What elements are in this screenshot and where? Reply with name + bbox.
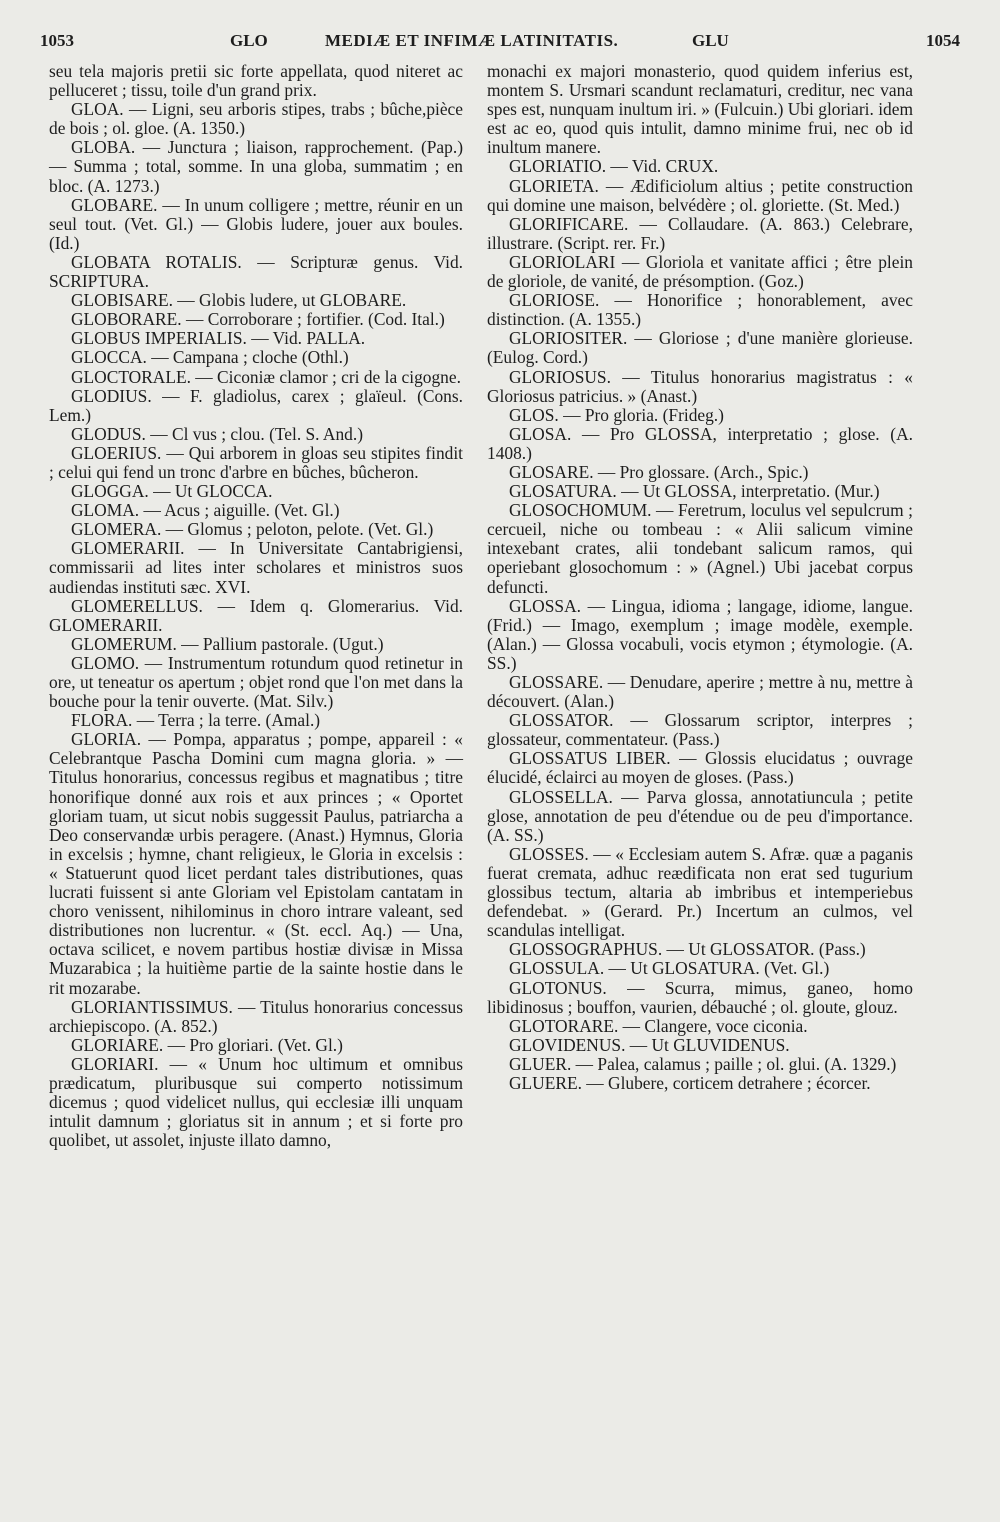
dictionary-entry: GLOCTORALE. — Ciconiæ clamor ; cri de la cigogne. xyxy=(71,366,461,387)
dictionary-entry: GLORIARE. — Pro gloriari. (Vet. Gl.) xyxy=(71,1034,343,1055)
dictionary-entry: GLORIETA. — Ædificiolum altius ; petite construction qui domine une maison, belvédère ; ol. gloriette. (St. Med.) xyxy=(487,175,913,215)
dictionary-entry: GLOSOCHOMUM. — Feretrum, loculus vel sepulcrum ; cercueil, niche ou tombeau : « Alii salicum vimine intexebant crates, alii tondebant salicum ramos, qui operiebant glosochomum : » (Agnel.) Ubi jacebat corpus defuncti. xyxy=(487,500,913,597)
dictionary-entry: GLOSSA. — Lingua, idioma ; langage, idiome, langue. (Frid.) — Imago, exemplum ; image modèle, exemple. (Alan.) — Glossa vocabuli, vocis etymon ; étymologie. (A. SS.) xyxy=(487,595,913,673)
right-column xyxy=(487,62,913,1093)
dictionary-entry: GLOSSELLA. — Parva glossa, annotatiuncula ; petite glose, annotation de peu d'étendue ou de peu d'importance. (A. SS.) xyxy=(487,786,913,845)
running-title: MEDIÆ ET INFIMÆ LATINITATIS. xyxy=(325,31,619,50)
dictionary-entry: GLOSSULA. — Ut GLOSATURA. (Vet. Gl.) xyxy=(509,958,830,979)
dictionary-entry: monachi ex majori monasterio, quod quidem inferius est, montem S. Ursmari scandunt reclamaturi, creditur, nec vana spes est, nunquam inultum iri. » (Fulcuin.) Ubi gloriari. idem est ac eo, quod quis intulit, damno minime frui, nec ob id inultum manere. xyxy=(487,61,913,158)
dictionary-entry: GLORIFICARE. — Collaudare. (A. 863.) Celebrare, illustrare. (Script. rer. Fr.) xyxy=(487,213,913,253)
dictionary-entry: GLOTONUS. — Scurra, mimus, ganeo, homo libidinosus ; bouffon, vaurien, débauché ; ol. gloute, glouz. xyxy=(487,977,913,1017)
dictionary-entry: GLOSSARE. — Denudare, aperire ; mettre à nu, mettre à découvert. (Alan.) xyxy=(487,672,913,712)
dictionary-entry: GLOMERA. — Glomus ; peloton, pelote. (Vet. Gl.) xyxy=(71,519,434,540)
dictionary-entry: GLOBATA ROTALIS. — Scripturæ genus. Vid. SCRIPTURA. xyxy=(49,251,463,292)
dictionary-entry: GLORIOSUS. — Titulus honorarius magistratus : « Gloriosus patricius. » (Anast.) xyxy=(487,366,913,406)
dictionary-entry: GLOBUS IMPERIALIS. — Vid. PALLA. xyxy=(71,328,366,349)
dictionary-entry: GLOSSATUS LIBER. — Glossis elucidatus ; ouvrage élucidé, éclairci au moyen de gloses. (Pass.) xyxy=(487,748,913,788)
dictionary-entry: GLORIA. — Pompa, apparatus ; pompe, appareil : « Celebrantque Pascha Domini cum magna gloria. » — Titulus honorarius, concessus regibus et magnatibus ; titre honorifique donné aux rois et aux princes ; « Oportet gloriam tuam, ut sicut nobis suggessit Paulus, patriarcha a Deo conservandæ urbis peragere. (Anast.) Hymnus, Gloria in excelsis ; hymne, chant religieux, le Gloria in excelsis : « Statuerunt quod licet perdant tales distributiones, quas lucrati fuissent si ante Gloriam vel Epistolam cantatam in choro venissent, nihilominus in choro intrare valeant, sed distributiones non lucrentur. « (St. eccl. Aq.) — Una, octava scilicet, e novem partibus hostiæ divisæ in Missa Muzarabica ; la huitième partie de la sainte hostie dans le rit mozarabe. xyxy=(49,729,463,998)
dictionary-entry: GLOSSES. — « Ecclesiam autem S. Afræ. quæ a paganis fuerat cremata, adhuc reædificata non erat sed tugurium glossibus tectum, altaria ab imbribus et intemperiebus defendebat. » (Gerard. Pr.) Incertum an culmos, vel scandulas intelligat. xyxy=(487,843,913,941)
dictionary-entry: GLORIATIO. — Vid. CRUX. xyxy=(509,156,719,177)
dictionary-entry: GLOBISARE. — Globis ludere, ut GLOBARE. xyxy=(71,290,407,311)
dictionary-entry: GLORIARI. — « Unum hoc ultimum et omnibus prædicatum, pluribusque sui comperto notissimum dicemus ; quod videlicet nullus, qui ecclesiæ illi unquam intulit damnum ; gloriatus sit in annum ; et si forte pro quolibet, ut assolet, injuste illato damno, xyxy=(49,1053,463,1151)
left-column xyxy=(49,62,463,1150)
dictionary-entry: GLOA. — Ligni, seu arboris stipes, trabs ; bûche,pièce de bois ; ol. gloe. (A. 1350.) xyxy=(49,99,463,139)
dictionary-entry: GLODUS. — Cl vus ; clou. (Tel. S. And.) xyxy=(71,423,364,444)
dictionary-entry: GLOMERELLUS. — Idem q. Glomerarius. Vid. GLOMERARII. xyxy=(49,595,463,635)
dictionary-entry: GLOMERARII. — In Universitate Cantabrigiensi, commissarii ad lites inter scholares et ministros suos audiendas instituti sæc. XVI. xyxy=(49,538,463,597)
right-page-number: 1054 xyxy=(926,31,960,50)
dictionary-entry: GLOS. — Pro gloria. (Frideg.) xyxy=(509,404,724,425)
dictionary-entry: GLORIOSE. — Honorifice ; honorablement, avec distinction. (A. 1355.) xyxy=(487,290,913,330)
dictionary-entry: GLOBARE. — In unum colligere ; mettre, réunir en un seul tout. (Vet. Gl.) — Globis ludere, jouer aux boules. (Id.) xyxy=(49,194,463,253)
dictionary-entry: GLOTORARE. — Clangere, voce ciconia. xyxy=(509,1015,808,1036)
dictionary-entry: GLUER. — Palea, calamus ; paille ; ol. glui. (A. 1329.) xyxy=(509,1053,897,1074)
dictionary-entry: seu tela majoris pretii sic forte appellata, quod niteret ac pelluceret ; tissu, toile d'un grand prix. xyxy=(49,61,463,101)
dictionary-entry: GLOSSOGRAPHUS. — Ut GLOSSATOR. (Pass.) xyxy=(509,939,866,960)
dictionary-entry: GLOBORARE. — Corroborare ; fortifier. (Cod. Ital.) xyxy=(71,309,445,330)
dictionary-entry: GLOSA. — Pro GLOSSA, interpretatio ; glose. (A. 1408.) xyxy=(487,423,913,463)
dictionary-entry: GLOMERUM. — Pallium pastorale. (Ugut.) xyxy=(71,633,384,654)
right-guide-word: GLU xyxy=(692,31,729,50)
dictionary-entry: GLOSARE. — Pro glossare. (Arch., Spic.) xyxy=(509,461,809,482)
dictionary-entry: GLOBA. — Junctura ; liaison, rapprochement. (Pap.) — Summa ; total, somme. In una globa, summatim ; en bloc. (A. 1273.) xyxy=(49,137,463,196)
dictionary-entry: GLORIOLARI — Gloriola et vanitate affici ; être plein de gloriole, de vanité, de présomption. (Goz.) xyxy=(487,251,913,292)
dictionary-entry: GLOMA. — Acus ; aiguille. (Vet. Gl.) xyxy=(71,500,340,521)
dictionary-entry: GLOERIUS. — Qui arborem in gloas seu stipites findit ; celui qui fend un tronc d'arbre en bûches, bûcheron. xyxy=(49,442,463,482)
dictionary-entry: GLOGGA. — Ut GLOCCA. xyxy=(71,481,273,502)
dictionary-entry: GLUERE. — Glubere, corticem detrahere ; écorcer. xyxy=(509,1072,871,1093)
dictionary-entry: FLORA. — Terra ; la terre. (Amal.) xyxy=(71,710,321,731)
left-page-number: 1053 xyxy=(40,31,74,50)
dictionary-entry: GLORIOSITER. — Gloriose ; d'une manière glorieuse. (Eulog. Cord.) xyxy=(487,328,913,368)
dictionary-entry: GLODIUS. — F. gladiolus, carex ; glaïeul. (Cons. Lem.) xyxy=(49,385,463,425)
dictionary-entry: GLOSSATOR. — Glossarum scriptor, interpres ; glossateur, commentateur. (Pass.) xyxy=(487,710,913,750)
dictionary-entry: GLOMO. — Instrumentum rotundum quod retinetur in ore, ut teneatur os apertum ; objet rond que l'on met dans la bouche pour la tenir ouverte. (Mat. Silv.) xyxy=(49,652,463,712)
dictionary-entry: GLORIANTISSIMUS. — Titulus honorarius concessus archiepiscopo. (A. 852.) xyxy=(49,996,463,1036)
dictionary-entry: GLOCCA. — Campana ; cloche (Othl.) xyxy=(71,347,349,368)
running-header xyxy=(40,31,960,57)
left-guide-word: GLO xyxy=(230,31,268,50)
dictionary-entry: GLOSATURA. — Ut GLOSSA, interpretatio. (Mur.) xyxy=(509,481,880,502)
dictionary-entry: GLOVIDENUS. — Ut GLUVIDENUS. xyxy=(509,1034,790,1055)
